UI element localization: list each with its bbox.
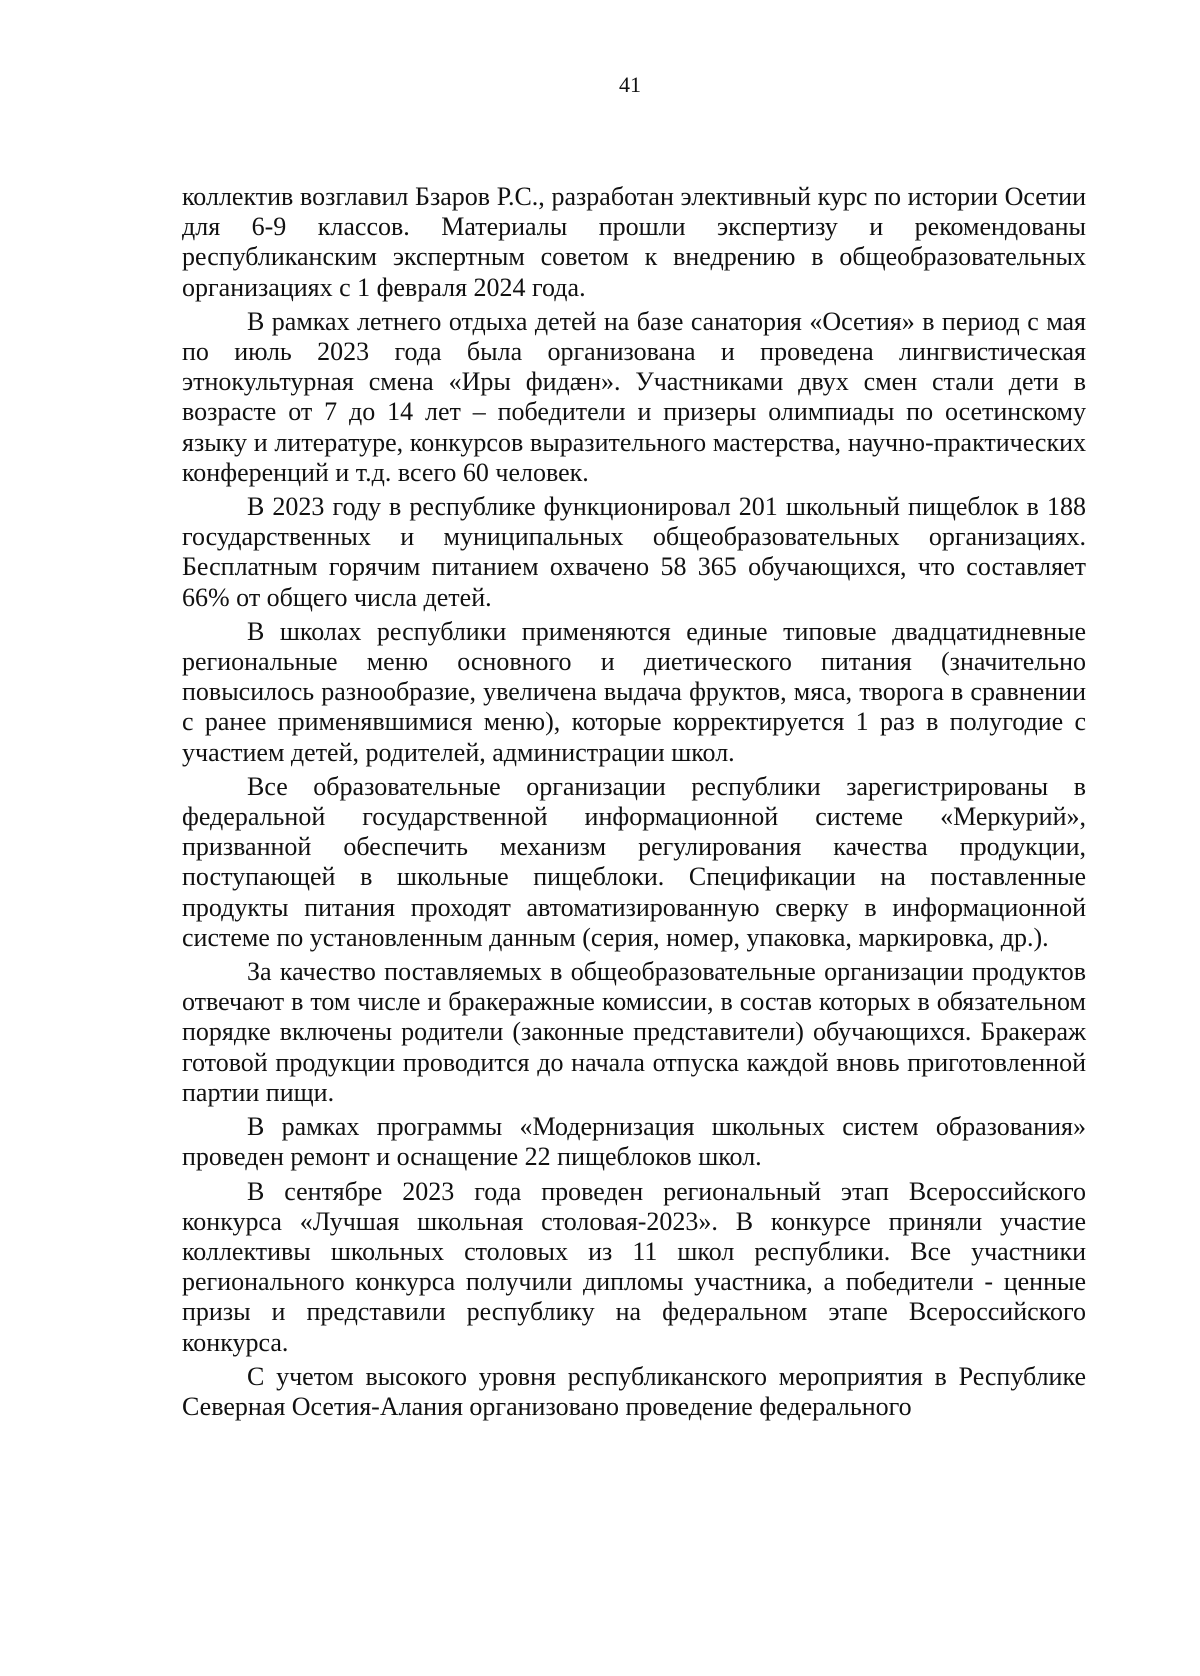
paragraph-6: За качество поставляемых в общеобразовательные организации продуктов отвечают в том числе и бракеражные комиссии, в состав которых в обязательном порядке включены родители (законные представители) обучающихся. Бракераж готовой продукции проводится до начала отпуска каждой вновь приготовленной партии пищи. — [182, 957, 1086, 1107]
paragraph-1: коллектив возглавил Бзаров Р.С., разработан элективный курс по истории Осетии для 6-9 классов. Материалы прошли экспертизу и рекомендованы республиканским экспертным советом к внедрению в общеобразовательных организациях с 1 февраля 2024 года. — [182, 182, 1086, 302]
paragraph-3: В 2023 году в республике функционировал 201 школьный пищеблок в 188 государственных и муниципальных общеобразовательных организациях. Бесплатным горячим питанием охвачено 58 365 обучающихся, что составляет 66% от общего числа детей. — [182, 492, 1086, 612]
document-body — [182, 182, 1086, 1426]
paragraph-8: В сентябре 2023 года проведен региональный этап Всероссийского конкурса «Лучшая школьная столовая-2023». В конкурсе приняли участие коллективы школьных столовых из 11 школ республики. Все участники регионального конкурса получили дипломы участника, а победители - ценные призы и представили республику на федеральном этапе Всероссийского конкурса. — [182, 1176, 1086, 1357]
paragraph-7: В рамках программы «Модернизация школьных систем образования» проведен ремонт и оснащение 22 пищеблоков школ. — [182, 1112, 1086, 1172]
paragraph-9: С учетом высокого уровня республиканского мероприятия в Республике Северная Осетия-Алания организовано проведение федерального — [182, 1361, 1086, 1421]
paragraph-5: Все образовательные организации республики зарегистрированы в федеральной государственной информационной системе «Меркурий», призванной обеспечить механизм регулирования качества продукции, поступающей в школьные пищеблоки. Спецификации на поставленные продукты питания проходят автоматизированную сверку в информационной системе по установленным данным (серия, номер, упаковка, маркировка, др.). — [182, 771, 1086, 952]
paragraph-4: В школах республики применяются единые типовые двадцатидневные региональные меню основного и диетического питания (значительно повысилось разнообразие, увеличена выдача фруктов, мяса, творога в сравнении с ранее применявшимися меню), которые корректируется 1 раз в полугодие с участием детей, родителей, администрации школ. — [182, 616, 1086, 767]
page-number: 41 — [619, 72, 641, 97]
paragraph-2: В рамках летнего отдыха детей на базе санатория «Осетия» в период с мая по июль 2023 года была организована и проведена лингвистическая этнокультурная смена «Иры фидæн». Участниками двух смен стали дети в возрасте от 7 до 14 лет – победители и призеры олимпиады по осетинскому языку и литературе, конкурсов выразительного мастерства, научно-практических конференций и т.д. всего 60 человек. — [182, 306, 1086, 487]
